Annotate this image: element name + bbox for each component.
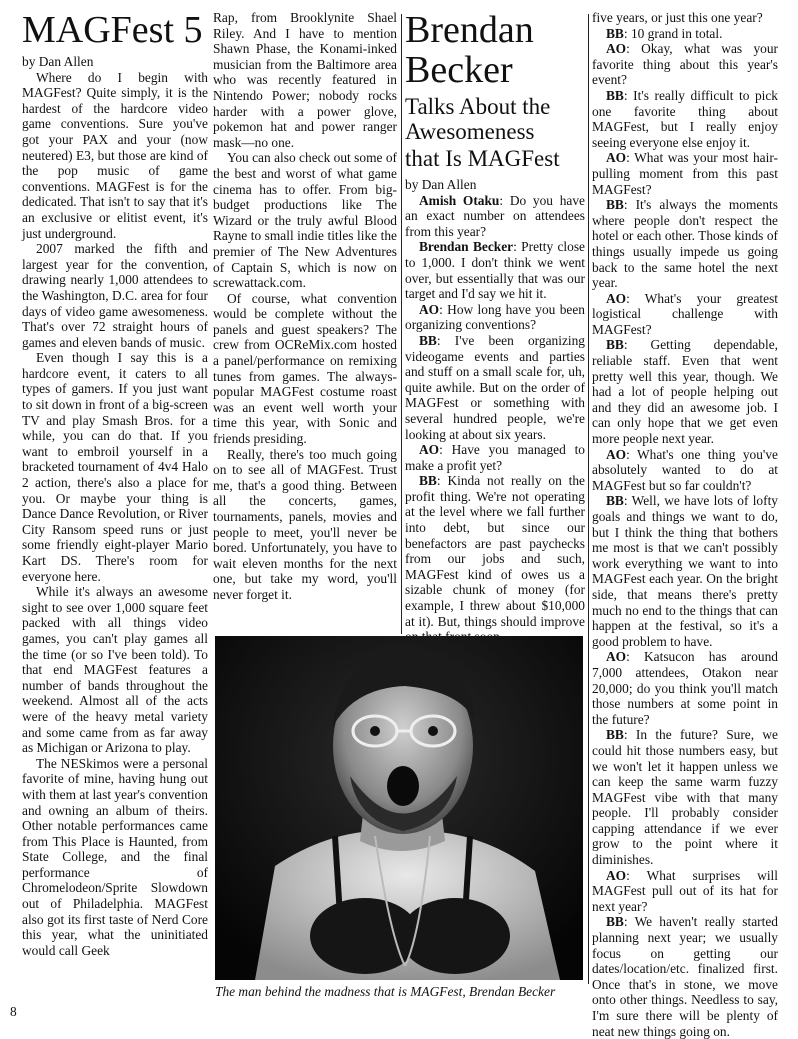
interview-entry [405,333,585,442]
interview-title-line: Brendan [405,9,534,51]
speaker-text: : Kinda not really on the profit thing. We're not operating at the level where we fall further into debt, but since our benefactors are past paychecks from our jobs and such, MAGFest kind of owes us a sizable chunk of money (for example, I threw about $10,000 at it). But, things should improve [405,473,585,629]
interview-subtitle-line: that Is MAGFest [405,146,560,171]
interview-qa-list [592,10,778,1039]
speaker-text: : Pretty close to 1,000. I don't think we went over, but essentially that was our target and I'd say we hit it. [405,239,585,302]
speaker-text: : Do you have an exact number on attendees from this year? [405,192,585,239]
interview-entry [592,26,778,42]
interview-entry [592,337,778,446]
interview-subtitle-line: Awesomeness [405,119,535,144]
column-divider [588,14,589,984]
paragraph: The NESkimos were a personal favorite of mine, having hung out with them at last year's convention and owning an album of theirs. Other notable performances came from This Place is Haunted, from State College, and the final performance of Chromelodeon/Sprite Slowdown out of Philadelphia. MAGFest also got its first taste of Nerd Core this year, what the uninitiated would call Geek [22,755,208,958]
interview-byline: by Dan Allen [405,177,477,192]
article-column-1 [22,10,208,958]
paragraph: Rap, from Brooklynite Shael Riley. And I have to mention Shawn Phase, the Konami-inked musician from the Baltimore area who was recently featured in Nintendo Power; nobody rocks harder with a power glove, pokemon hat and power ranger mask—no one. [213,10,397,150]
interview-entry [592,291,778,338]
speaker-text: : What surprises will MAGFest pull out of its hat for next year? [592,867,778,914]
speaker-label: BB [606,337,624,353]
interview-entry [405,239,585,301]
speaker-label: BB [606,914,624,930]
speaker-text: : Well, we have lots of lofty goals and things we want to do, but I think the thing that bothers me most is that we can't possibly work everything we want to into MAGFest each year. On the bright side, that means there's pretty much no end to the things that can happen at the festival, so it's a good problem to have. [592,493,778,649]
interview-entry [592,150,778,197]
speaker-text: : 10 grand in total. [623,25,723,41]
article-column-2 [213,10,397,603]
speaker-text: : How long have you been organizing conventions? [405,301,585,333]
speaker-label: AO [419,301,440,317]
paragraph: You can also check out some of the best and worst of what game cinema has to offer. From big-budget productions like The Wizard or the truly awful Blood Rayne to small indie titles like the premier of The New Adventures of Captain S, which is now on screwattack.com. [213,150,397,291]
photo-caption: The man behind the madness that is MAGFest, Brendan Becker [215,984,556,999]
speaker-label: BB [606,493,624,509]
speaker-text: : What's your greatest logistical challenge with MAGFest? [592,290,778,337]
interview-entry [592,727,778,867]
interview-subtitle-line: Talks About the [405,94,551,119]
article-title: MAGFest 5 [22,9,203,51]
interview-entry [592,88,778,150]
interview-column-1 [405,10,585,659]
speaker-label: BB [606,727,624,743]
speaker-text: : In the future? Sure, we could hit those numbers easy, but we won't let it happen unless we can keep the same warm fuzzy MAGFest vibe with that many people. I'll probably consider capping attendance if we ever grow to the point where it diminishes. [592,727,778,868]
interview-entry [405,193,585,240]
interview-entry [592,914,778,1039]
page-number: 8 [10,1004,17,1019]
interview-entry [405,442,585,473]
speaker-label: BB [419,332,437,348]
speaker-text: : Okay, what was your favorite thing about this year's event? [592,41,778,88]
column-divider [401,14,402,634]
speaker-text: : We haven't really started planning next year; we usually focus on getting our dates/location/etc. finalized first. Once that's in stone, we move onto other things. Needless to say, I'm sure there will be plenty of neat new things going on. [592,914,778,1039]
photo-brendan-becker [215,636,583,980]
speaker-text: : Katsucon has around 7,000 attendees, Otakon near 20,000; do you think you'll match those numbers at some point in the future? [592,649,778,727]
speaker-label: AO [606,649,627,665]
speaker-label: BB [606,197,624,213]
speaker-text: : It's really difficult to pick one favorite thing about MAGFest, but I really enjoy seeing everyone else enjoy it. [592,87,778,150]
speaker-label: AO [606,150,627,166]
interview-title-line: Becker [405,49,513,91]
paragraph: 2007 marked the fifth and largest year for the convention, drawing nearly 1,000 attendees to the Washington, D.C. area for four days of video game awesomeness. That's over 72 straight hours of games and eleven bands of music. [22,241,208,350]
interview-entry [592,447,778,494]
speaker-text: : I've been organizing videogame events and parties and stuff on a small scale for, uh, quite awhile. But on the order of MAGFest or something with several hundred people, we're looking at about six years. [405,332,585,442]
speaker-label: AO [606,446,627,462]
speaker-label: AO [606,867,627,883]
speaker-text: : Getting dependable, reliable staff. Even that went pretty well this year, though. We had a lot of people helping out and they did an awesome job. I can only hope that we get even more people next year. [592,337,778,447]
paragraph: While it's always an awesome sight to see over 1,000 square feet packed with all things video games, you can't play games all the time (or so I've been told). To that end MAGFest features a number of bands throughout the weekend. Almost all of the acts were of the heavy metal variety and some came from as far away as Michigan or Arizona to play. [22,584,208,756]
paragraph: Of course, what convention would be complete without the panels and guest speakers? The crew from OCReMix.com hosted a panel/performance on remixing tunes from games. The always-popular MAGFest costume roast was an event well worth your time this year, with Sonic and friends presiding. [213,290,397,447]
speaker-text: five years, or just this one year? [592,10,763,25]
interview-entry [592,197,778,291]
interview-qa-list [405,193,585,659]
speaker-text: : What was your most hair-pulling moment from this past MAGFest? [592,150,778,197]
speaker-label: Amish Otaku [419,192,500,208]
paragraph: Even though I say this is a hardcore event, it caters to all types of gamers. If you just want to sit down in front of a big-screen TV and play Smash Bros. for a while, you can do that. If you want to embroil yourself in a bracketed tournament of 4v4 Halo 2 action, there's also a place for you. Or maybe your thing is Dance Dance Revolution, or River City Ransom speed runs or just some friendly eight-player Mario Kart DS. There's room for everyone here. [22,350,208,584]
interview-entry [592,868,778,915]
interview-entry [405,473,585,645]
paragraph: Where do I begin with MAGFest? Quite simply, it is the hardest of the hardcore video game conventions. Sure you've got your PAX and your (now neutered) E3, but those are kind of the pop music of game conventions. MAGFest is for the dedicated. That isn't to say that it's an exclusive or elitist event, it's just underground. [22,69,208,241]
speaker-text: : It's always the moments where people don't respect the hotel or each other. Those kinds of things usually impede us going back to the same hotel the next year. [592,197,778,291]
speaker-label: AO [606,41,627,57]
interview-entry [592,649,778,727]
speaker-label: AO [606,290,627,306]
article-byline: by Dan Allen [22,54,94,69]
speaker-text: : What's one thing you've absolutely wanted to do at MAGFest but so far couldn't? [592,446,778,493]
speaker-label: AO [419,442,440,458]
interview-entry [592,41,778,88]
interview-column-2 [592,10,778,1039]
speaker-text: : Have you managed to make a profit yet? [405,442,585,473]
speaker-label: Brendan Becker [419,239,514,255]
speaker-label: BB [419,473,437,489]
interview-entry [405,302,585,333]
interview-entry [592,10,778,26]
interview-entry [592,493,778,649]
paragraph: Really, there's too much going on to see all of MAGFest. Trust me, that's a good thing. Between all the concerts, games, tournaments, panels, movies and people to meet, you'll never be bored. Unfortunately, you have to wait eleven months for the next one, but take my word, you'll never forget it. [213,446,397,602]
speaker-label: BB [606,25,624,41]
speaker-label: BB [606,87,624,103]
